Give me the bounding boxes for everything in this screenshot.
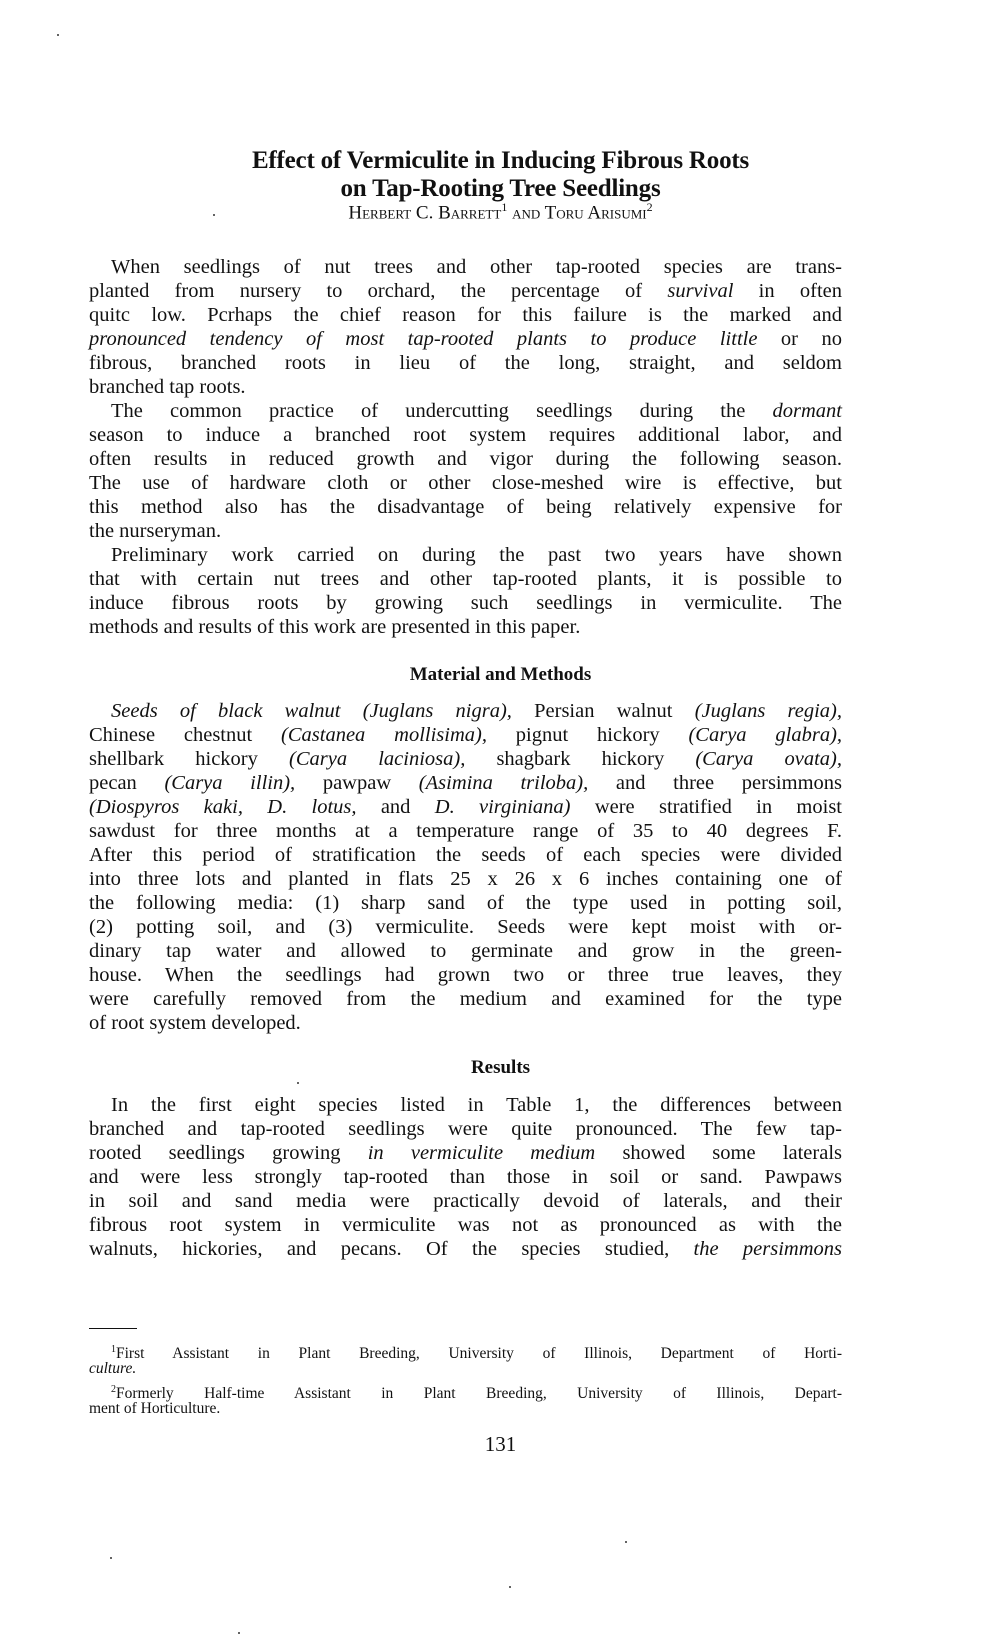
text-line: Seeds of black walnut (Juglans nigra), Persian walnut (Juglans regia),: [111, 700, 842, 722]
text-line: that with certain nut trees and other tap-rooted plants, it is possible to: [89, 568, 842, 590]
text-line: In the first eight species listed in Table 1, the differences between: [111, 1094, 842, 1116]
text-line: this method also has the disadvantage of being relatively expensive for: [89, 496, 842, 518]
text-line: pecan (Carya illin), pawpaw (Asimina triloba), and three persimmons: [89, 772, 842, 794]
text-line: house. When the seedlings had grown two or three true leaves, they: [89, 964, 842, 986]
text-line: season to induce a branched root system requires additional labor, and: [89, 424, 842, 446]
scan-speck: [625, 1541, 627, 1543]
scan-speck: [57, 34, 59, 36]
text-line: the nurseryman.: [89, 520, 222, 542]
text-line: The use of hardware cloth or other close-meshed wire is effective, but: [89, 472, 842, 494]
text-line: in soil and sand media were practically devoid of laterals, and their: [89, 1190, 842, 1212]
footnote-1-text-end: culture.: [89, 1360, 137, 1377]
text-line: quitc low. Pcrhaps the chief reason for this failure is the marked and: [89, 304, 842, 326]
author-2-footnote-mark: 2: [646, 200, 653, 214]
page-number: 131: [484, 1432, 517, 1456]
footnote-2-text: Formerly Half-time Assistant in Plant Breeding, University of Illinois, Depart-: [116, 1385, 842, 1403]
text-line: induce fibrous roots by growing such seedlings in vermiculite. The: [89, 592, 842, 614]
text-line: (Diospyros kaki, D. lotus, and D. virginiana) were stratified in moist: [89, 796, 842, 818]
scan-speck: [238, 1632, 240, 1634]
scan-speck: [110, 1557, 112, 1559]
scan-speck: [509, 1586, 511, 1588]
text-line: rooted seedlings growing in vermiculite medium showed some laterals: [89, 1142, 843, 1164]
footnote-rule: [89, 1328, 137, 1329]
text-line: (2) potting soil, and (3) vermiculite. Seeds were kept moist with or-: [89, 916, 842, 938]
footnote-2-continuation: ment of Horticulture.: [89, 1400, 221, 1417]
article-title-line-2: on Tap-Rooting Tree Seedlings: [340, 175, 661, 202]
author-1-footnote-mark: 1: [501, 200, 508, 214]
text-line: and were less strongly tap-rooted than those in soil or sand. Pawpaws: [89, 1166, 842, 1188]
footnote-1-continuation: [89, 1359, 842, 1379]
text-line: The common practice of undercutting seedlings during the dormant: [111, 400, 842, 422]
text-line: of root system developed.: [89, 1012, 301, 1034]
text-line: fibrous, branched roots in lieu of the long, straight, and seldom: [89, 352, 842, 374]
text-line: were carefully removed from the medium and examined for the type: [89, 988, 842, 1010]
text-line: planted from nursery to orchard, the percentage of survival in often: [89, 280, 842, 302]
scan-speck: [213, 214, 215, 216]
text-line: often results in reduced growth and vigor during the following season.: [89, 448, 842, 470]
text-line: When seedlings of nut trees and other tap-rooted species are trans-: [111, 256, 842, 278]
text-line: Preliminary work carried on during the past two years have shown: [111, 544, 842, 566]
text-line: branched tap roots.: [89, 376, 246, 398]
text-line: fibrous root system in vermiculite was not as pronounced as with the: [89, 1214, 842, 1236]
text-line: methods and results of this work are presented in this paper.: [89, 616, 581, 638]
footnote-1-mark: 1: [111, 1344, 116, 1355]
text-line: Chinese chestnut (Castanea mollisima), pignut hickory (Carya glabra),: [89, 724, 843, 746]
author-2: Toru Arisumi: [544, 202, 647, 224]
text-line: into three lots and planted in flats 25 x 26 x 6 inches containing one of: [89, 868, 842, 890]
text-line: pronounced tendency of most tap-rooted plants to produce little or no: [89, 328, 842, 350]
text-line: After this period of stratification the seeds of each species were divided: [89, 844, 842, 866]
text-line: walnuts, hickories, and pecans. Of the species studied, the persimmons: [89, 1238, 842, 1260]
footnote-2-mark: 2: [111, 1384, 116, 1395]
text-line: shellbark hickory (Carya laciniosa), shagbark hickory (Carya ovata),: [89, 748, 843, 770]
footnote-1-text: First Assistant in Plant Breeding, University of Illinois, Department of Horti-: [116, 1345, 842, 1363]
article-title-line-1: Effect of Vermiculite in Inducing Fibrous Roots: [251, 147, 750, 174]
section-heading-results: Results: [470, 1057, 531, 1078]
author-line: [0, 200, 1001, 224]
author-conjunction: and: [507, 202, 545, 224]
author-1: Herbert C. Barrett: [348, 202, 502, 224]
text-line: sawdust for three months at a temperature range of 35 to 40 degrees F.: [89, 820, 842, 842]
text-line: branched and tap-rooted seedlings were quite pronounced. The few tap-: [89, 1118, 842, 1140]
section-heading-methods: Material and Methods: [409, 664, 592, 685]
text-line: the following media: (1) sharp sand of the type used in potting soil,: [89, 892, 842, 914]
text-line: dinary tap water and allowed to germinate and grow in the green-: [89, 940, 842, 962]
scan-speck: [297, 1082, 299, 1084]
